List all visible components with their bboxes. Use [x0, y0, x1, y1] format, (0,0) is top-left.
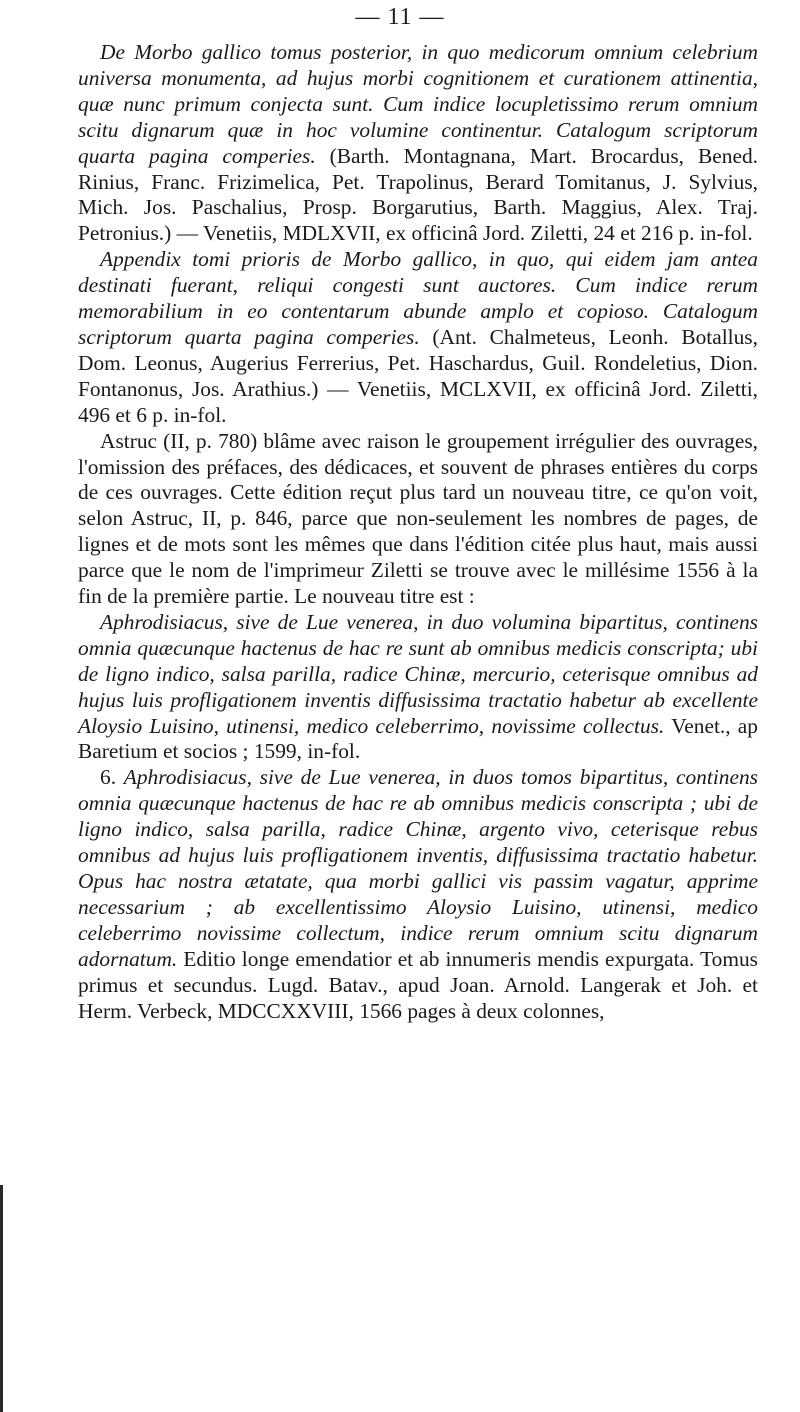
page-number: — 11 — — [355, 4, 445, 30]
entry-title: Aphrodisiacus, sive de Lue venerea, in duo volumina bipartitus, continens omnia quæcunque hactenus de hac re sunt ab omnibus medicis conscripta; ubi de ligno indico, salsa parilla, radice Chinæ, mercurio, ceterisque omnibus ad hujus luis profligationem inventis diffusissima tractatio habetur ab excellente Aloysio Luisino, utinensi, medico celeberrimo, novissime collectus. — [78, 609, 758, 738]
text-column — [78, 40, 758, 1024]
entry-details: (Barth. Montagnana, Mart. Brocardus, Bened. Rinius, Franc. Frizimelica, Pet. Trapolinus, Berard Tomitanus, J. Sylvius, Mich. Jos. Paschalius, Prosp. Borgarutius, Barth. Maggius, Alex. Traj. Petronius.) — Venetiis, MDLXVII, ex officinâ Jord. Ziletti, 24 et 216 p. in-fol. — [78, 143, 758, 246]
entry-title: Aphrodisiacus, sive de Lue venerea, in duos tomos bipartitus, continens omnia quæcunque hactenus de hac re ab omnibus medicis conscripta ; ubi de ligno indico, salsa parilla, radice Chinæ, argento vivo, ceterisque rebus omnibus ad hujus luis profligationem inventis, diffusissima tractatio habetur. Opus hac nostra ætatate, qua morbi gallici vis passim vagatur, apprime necessarium ; ab excellentissimo Aloysio Luisino, utinensi, medico celeberrimo novissime collectum, indice rerum omnium scitu dignarum adornatum. — [78, 765, 758, 971]
bibliography-entry-appendix — [78, 247, 758, 428]
commentary-text: Astruc (II, p. 780) blâme avec raison le groupement irrégulier des ouvrages, l'omission des préfaces, des dédicaces, et souvent de phrases entières du corps de ces ouvrages. Cette édition reçut plus tard un nouveau titre, ce qu'on voit, selon Astruc, II, p. 846, parce que non-seulement les nombres de pages, de lignes et de mots sont les mêmes que dans l'édition citée plus haut, mais aussi parce que le nom de l'imprimeur Ziletti se trouve avec le millésime 1556 à la fin de la première partie. Le nouveau titre est : — [78, 428, 758, 609]
entry-details: Editio longe emendatior et ab innumeris mendis expurgata. Tomus primus et secundus. Lugd. Batav., apud Joan. Arnold. Langerak et Joh. et Herm. Verbeck, MDCCXXVIII, 1566 pages à deux colonnes, — [78, 946, 758, 1023]
bibliography-entry-6 — [78, 765, 758, 1024]
page-edge-shadow — [0, 1185, 3, 1412]
entry-details: Venet., ap Baretium et socios ; 1599, in-fol. — [78, 713, 758, 764]
commentary-paragraph — [78, 429, 758, 610]
entry-title: De Morbo gallico tomus posterior, in quo medicorum omnium celebrium universa monumenta, ad hujus morbi cognitionem et curationem attinentia, quæ nunc primum conjecta sunt. Cum indice locupletissimo rerum omnium scitu dignarum quæ in hoc volumine continentur. Catalogum scriptorum quarta pagina comperies. — [78, 40, 758, 168]
entry-number: 6. — [100, 765, 117, 790]
bibliography-entry-de-morbo-gallico — [78, 40, 758, 247]
entry-title: Appendix tomi prioris de Morbo gallico, in quo, qui eidem jam antea destinati fuerant, reliqui congesti sunt auctores. Cum indice rerum memorabilium in eo contentarum abunde amplo et copioso. Catalogum scriptorum quarta pagina comperies. — [78, 247, 758, 349]
entry-details: (Ant. Chalmeteus, Leonh. Botallus, Dom. Leonus, Augerius Ferrerius, Pet. Haschardus, Guil. Rondeletius, Dion. Fontanonus, Jos. Arathius.) — Venetiis, MCLXVII, ex officinâ Jord. Ziletti, 496 et 6 p. in-fol. — [78, 324, 758, 427]
bibliography-entry-aphrodisiacus-1599 — [78, 610, 758, 765]
